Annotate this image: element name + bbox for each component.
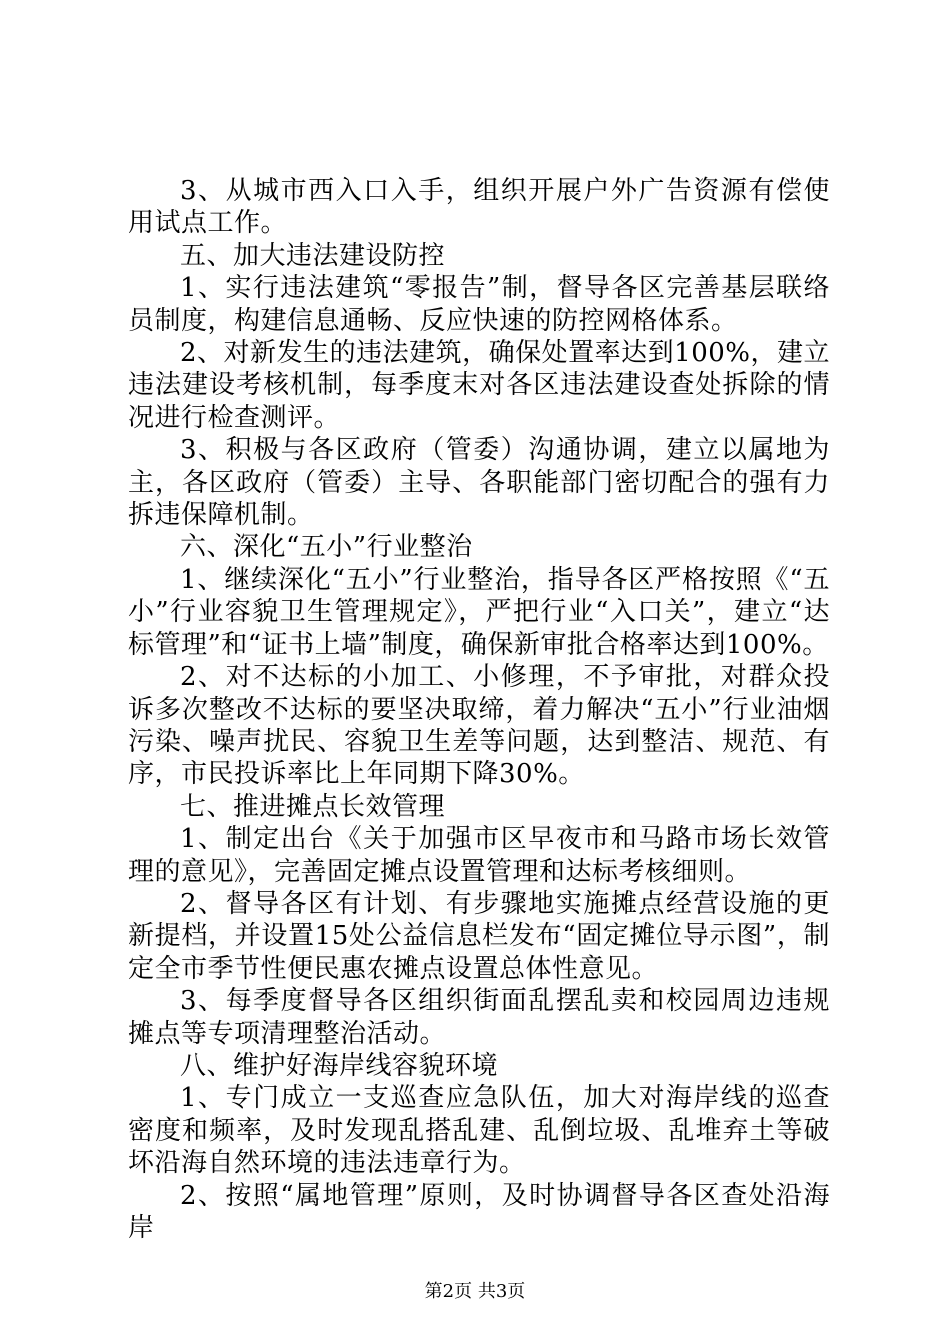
paragraph: 1、专门成立一支巡查应急队伍，加大对海岸线的巡查密度和频率，及时发现乱搭乱建、乱倒垃圾、乱堆弃土等破坏沿海自然环境的违法违章行为。	[128, 1083, 830, 1179]
paragraph: 2、督导各区有计划、有步骤地实施摊点经营设施的更新提档，并设置15处公益信息栏发布“固定摊位导示图”，制定全市季节性便民惠农摊点设置总体性意见。	[128, 888, 830, 984]
paragraph: 3、每季度督导各区组织街面乱摆乱卖和校园周边违规摊点等专项清理整治活动。	[128, 986, 830, 1049]
paragraph: 2、按照“属地管理”原则，及时协调督导各区查处沿海岸	[128, 1180, 830, 1243]
section-heading: 八、维护好海岸线容貌环境	[180, 1050, 499, 1081]
page-number-footer: 第2页 共3页	[424, 1281, 526, 1302]
paragraph: 1、实行违法建筑“零报告”制，督导各区完善基层联络员制度，构建信息通畅、反应快速的防控网格体系。	[128, 273, 830, 336]
paragraph: 2、对新发生的违法建筑，确保处置率达到100%，建立违法建设考核机制，每季度末对各区违法建设查处拆除的情况进行检查测评。	[128, 338, 830, 433]
section-heading: 七、推进摊点长效管理	[180, 791, 446, 822]
document-body	[128, 175, 830, 1244]
section-heading: 五、加大违法建设防控	[180, 240, 446, 271]
paragraph: 1、制定出台《关于加强市区早夜市和马路市场长效管理的意见》，完善固定摊点设置管理和达标考核细则。	[128, 824, 830, 887]
paragraph: 1、继续深化“五小”行业整治，指导各区严格按照《“五小”行业容貌卫生管理规定》，严把行业“入口关”，建立“达标管理”和“证书上墙”制度，确保新审批合格率达到100%。	[128, 564, 830, 660]
section-heading: 六、深化“五小”行业整治	[180, 532, 473, 563]
paragraph: 2、对不达标的小加工、小修理，不予审批，对群众投诉多次整改不达标的要坚决取缔，着力解决“五小”行业油烟污染、噪声扰民、容貌卫生差等问题，达到整洁、规范、有序，市民投诉率比上年同期下降30%。	[128, 662, 830, 790]
paragraph: 3、从城市西入口入手，组织开展户外广告资源有偿使用试点工作。	[128, 176, 830, 239]
paragraph: 3、积极与各区政府（管委）沟通协调，建立以属地为主，各区政府（管委）主导、各职能部门密切配合的强有力拆违保障机制。	[128, 435, 830, 531]
